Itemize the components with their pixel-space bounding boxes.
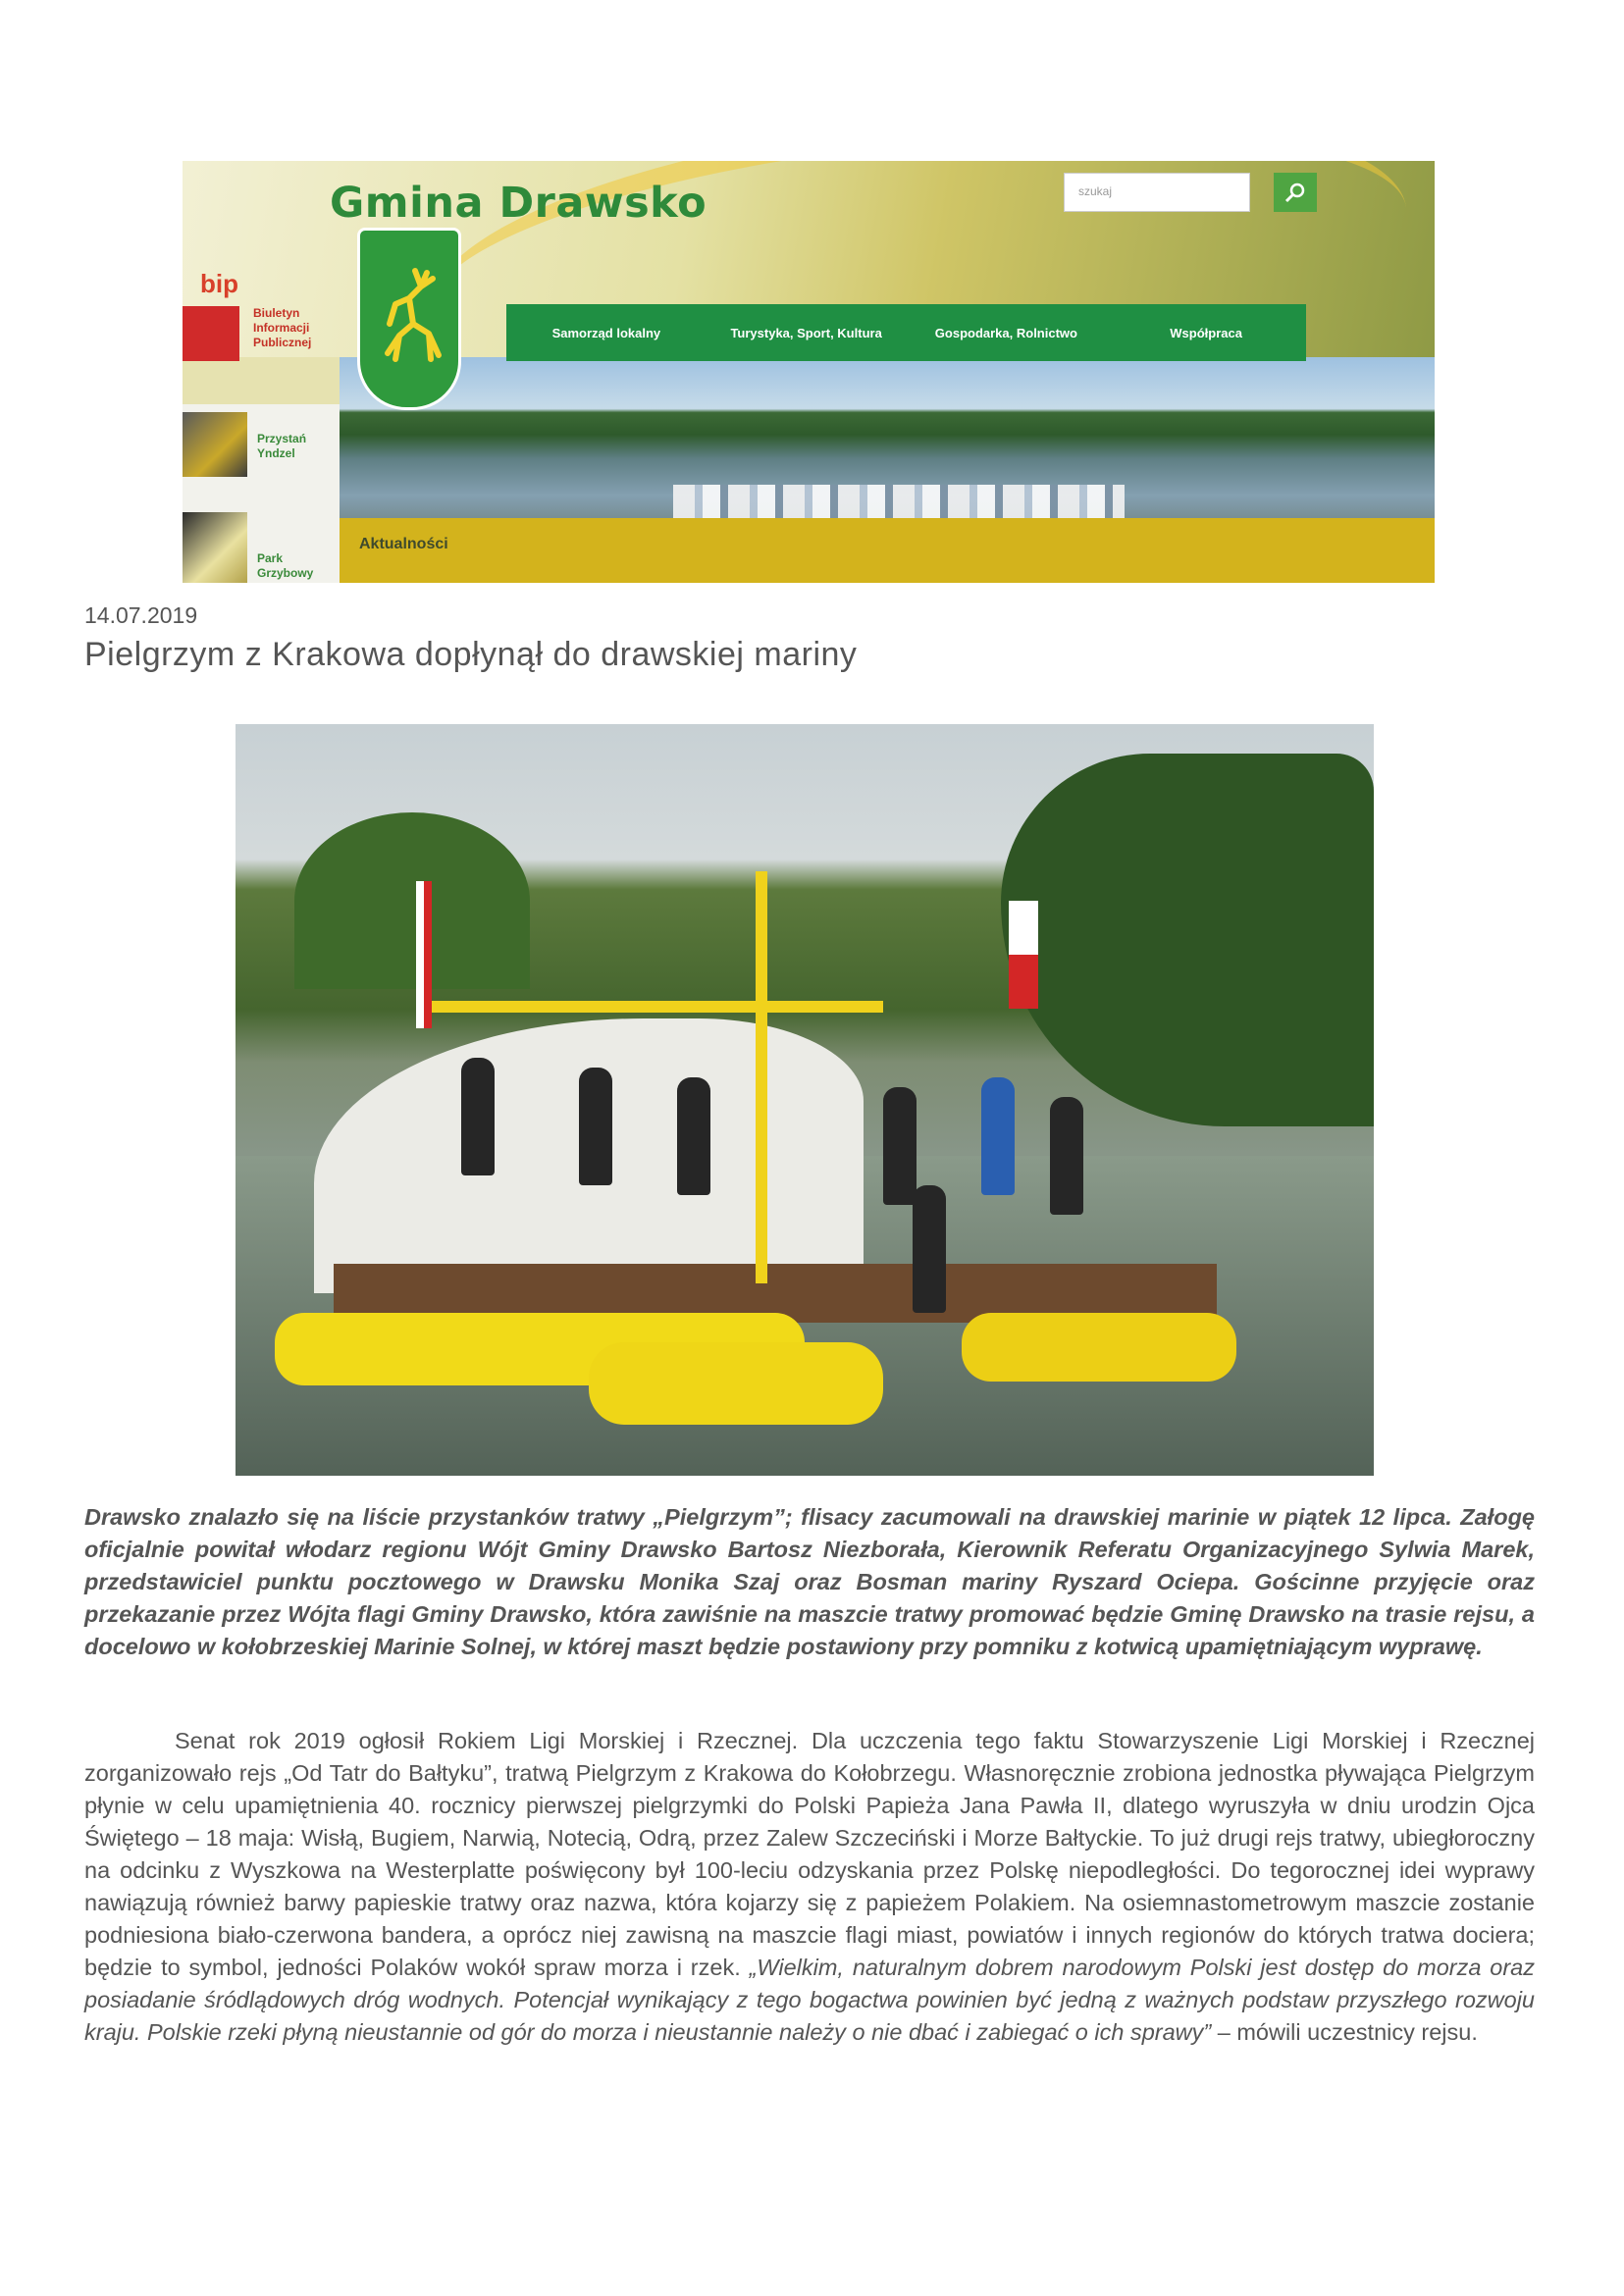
crew-member	[461, 1058, 495, 1175]
article-body	[84, 1725, 1535, 2049]
raft-boom	[432, 1001, 883, 1013]
bip-label-line: Publicznej	[253, 336, 312, 349]
raft-pontoon	[589, 1342, 883, 1425]
body-text: Senat rok 2019 ogłosił Rokiem Ligi Morskiej i Rzecznej. Dla uczczenia tego faktu Stowarzyszenie Ligi Morskiej i Rzecznej zorganizowało rejs „Od Tatr do Bałtyku”, tratwą Pielgrzym z Krakowa do Kołobrzegu. Własnoręcznie zrobiona jednostka pływająca Pielgrzym płynie w celu upamiętnienia 40. rocznicy pierwszej pielgrzymki do Polski Papieża Jana Pawła II, dlatego wyruszyła w dniu urodzin Ojca Świętego – 18 maja: Wisłą, Bugiem, Narwią, Notecią, Odrą, przez Zalew Szczeciński i Morze Bałtyckie. To już drugi rejs tratwy, ubiegłoroczny na odcinku z Wyszkowa na Westerplatte poświęcony był 100-leciu odzyskania przez Polskę niepodległości. Do tegorocznej idei wyprawy nawiązują również barwy papieskie tratwy oraz nazwa, która kojarzy się z papieżem Polakiem. Na osiemnastometrowym maszcie zostanie podniesiona biało-czerwona bandera, a oprócz niej zawisną na maszcie flagi miast, powiatów i innych regionów do których tratwa dociera; będzie to symbol, jedności Polaków wokół spraw morza i rzek.	[84, 1728, 1535, 1980]
news-section-bar[interactable]: Aktualności	[340, 518, 1435, 583]
article-date: 14.07.2019	[84, 602, 198, 628]
crew-member	[579, 1068, 612, 1185]
raft-pontoon	[962, 1313, 1236, 1382]
crew-member	[883, 1087, 917, 1205]
coat-of-arms-logo[interactable]	[357, 228, 461, 410]
article-title: Pielgrzym z Krakowa dopłynął do drawskiej mariny	[84, 636, 858, 673]
photo-trees	[294, 812, 530, 989]
park-thumbnail[interactable]	[183, 512, 247, 583]
bip-label-line: Biuletyn	[253, 306, 300, 320]
nav-item-gospodarka[interactable]: Gospodarka, Rolnictwo	[934, 325, 1077, 340]
crew-member	[981, 1077, 1015, 1195]
side-link-przystan[interactable]	[257, 432, 306, 461]
search-icon	[1283, 181, 1307, 204]
main-navigation	[506, 304, 1306, 361]
bip-label	[253, 306, 311, 350]
site-header-banner	[183, 161, 1435, 583]
article-lead: Drawsko znalazło się na liście przystanków tratwy „Pielgrzym”; flisacy zacumowali na drawskiej marinie w piątek 12 lipca. Załogę oficjalnie powitał włodarz regionu Wójt Gminy Drawsko Bartosz Niezborała, Kierownik Referatu Organizacyjnego Sylwia Marek, przedstawiciel punktu pocztowego w Drawsku Monika Szaj oraz Bosman mariny Ryszard Ociepa. Gościnne przyjęcie oraz przekazanie przez Wójta flagi Gminy Drawsko, która zawiśnie na maszcie tratwy promować będzie Gminę Drawsko na trasie rejsu, a docelowo w kołobrzeskiej Marinie Solnej, w której maszt będzie postawiony przy pomniku z kotwicą upamiętniającym wyprawę.	[84, 1504, 1535, 1659]
przystan-thumbnail[interactable]	[183, 412, 247, 477]
header-marina-photo	[340, 357, 1435, 542]
crew-member	[913, 1185, 946, 1313]
crew-member	[677, 1077, 710, 1195]
side-links-panel	[183, 404, 340, 583]
search-button[interactable]	[1274, 173, 1317, 212]
article-paragraph	[84, 1725, 1535, 2049]
bip-red-block	[183, 306, 239, 361]
body-quote: „Wielkim, naturalnym dobrem narodowym Polski jest dostęp do morza oraz posiadanie śródlądowych dróg wodnych. Potencjał wynikający z tego bogactwa powinien być jedną z ważnych podstaw przyszłego rozwoju kraju. Polskie rzeki płyną nieustannie od gór do morza i nieustannie należy o nie dbać i zabiegać o ich sprawy”	[84, 1955, 1535, 2045]
side-link-label: Yndzel	[257, 446, 295, 460]
nav-item-wspolpraca[interactable]: Współpraca	[1170, 325, 1242, 340]
side-link-label: Park	[257, 551, 284, 565]
side-link-park[interactable]	[257, 551, 313, 581]
bip-link[interactable]	[183, 269, 349, 367]
article-photo-raft	[236, 724, 1374, 1476]
raft-mast	[756, 871, 767, 1283]
side-link-label: Grzybowy	[257, 566, 314, 580]
search-input[interactable]: szukaj	[1064, 173, 1250, 212]
photo-trees	[1001, 754, 1374, 1126]
bip-label-line: Informacji	[253, 321, 310, 335]
bip-logo: bip	[200, 269, 238, 298]
polish-flag	[1009, 901, 1038, 1009]
polish-flag	[416, 881, 432, 1028]
body-tail: – mówili uczestnicy rejsu.	[1211, 2019, 1478, 2045]
side-link-label: Przystań	[257, 432, 307, 445]
site-title[interactable]: Gmina Drawsko	[330, 179, 707, 228]
nav-item-samorzad[interactable]: Samorząd lokalny	[551, 325, 661, 340]
nav-item-turystyka[interactable]: Turystyka, Sport, Kultura	[730, 325, 882, 340]
deer-icon	[370, 265, 448, 373]
crew-member	[1050, 1097, 1083, 1215]
